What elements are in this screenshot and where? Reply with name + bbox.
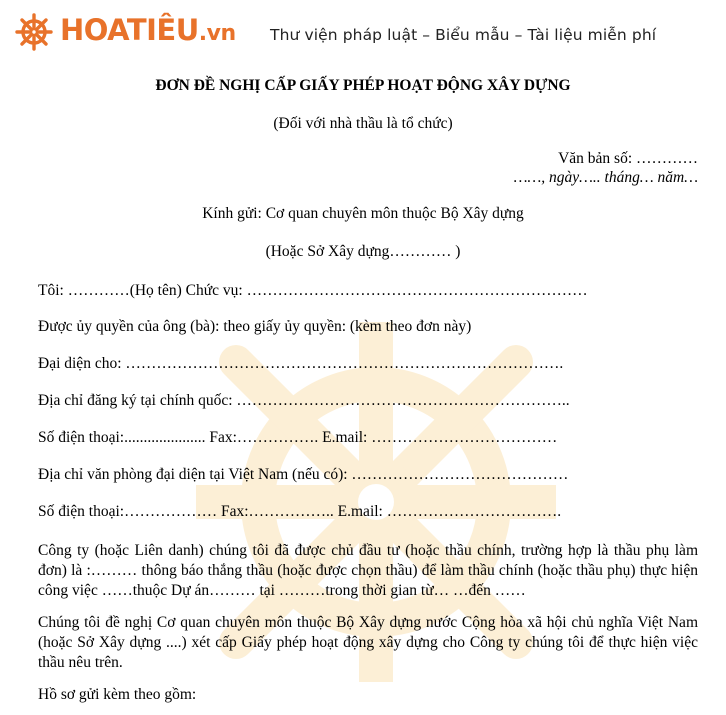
document-subtitle: (Đối với nhà thầu là tổ chức) [273, 115, 453, 132]
logo-text: HOATIÊU.vn [60, 13, 236, 47]
paragraph-company: Công ty (hoặc Liên danh) chúng tôi đã được chủ đầu tư (hoặc thầu chính, trường hợp là thầu phụ làm đơn) là :……… thông báo thắng thầu (hoặc được chọn thầu) để làm thầu chính (hoặc thầu phụ) thực hiện công việc ……thuộc Dự án……… tại ………trong thời gian từ… …đến …… [38, 542, 698, 599]
field-registered-address: Địa chỉ đăng ký tại chính quốc: ……………………………………………………….. [38, 392, 570, 409]
document-title: ĐƠN ĐỀ NGHỊ CẤP GIẤY PHÉP HOẠT ĐỘNG XÂY DỰNG [155, 77, 571, 94]
field-authorized: Được ủy quyền của ông (bà): theo giấy ủy quyền: (kèm theo đơn này) [38, 318, 472, 335]
field-name-position: Tôi: …………(Họ tên) Chức vụ: ………………………………………………………… [38, 282, 588, 299]
recipient: Kính gửi: Cơ quan chuyên môn thuộc Bộ Xây dựng [202, 205, 524, 222]
field-representative: Đại diện cho: …………………………………………………………………………. [38, 355, 564, 372]
field-vietnam-office-address: Địa chỉ văn phòng đại diện tại Việt Nam (nếu có): …………………………………… [38, 466, 569, 483]
document-date: ……, ngày….. tháng… năm… [513, 169, 698, 186]
attachments-heading: Hồ sơ gửi kèm theo gồm: [38, 686, 197, 703]
field-office-phone-fax-email: Số điện thoại:……………… Fax:…………….. E.mail: ……………………………. [38, 503, 562, 520]
recipient-alt: (Hoặc Sở Xây dựng………… ) [265, 243, 461, 260]
site-tagline: Thư viện pháp luật – Biểu mẫu – Tài liệu miễn phí [270, 26, 657, 44]
paragraph-request: Chúng tôi đề nghị Cơ quan chuyên môn thuộc Bộ Xây dựng nước Cộng hòa xã hội chủ nghĩa Việt Nam (hoặc Sở Xây dựng ....) xét cấp Giấy phép hoạt động xây dựng cho Công ty chúng tôi để thực hiện việc thầu nêu trên. [38, 614, 698, 671]
document-number: Văn bản số: ………… [558, 150, 698, 167]
field-phone-fax-email: Số điện thoại:..................... Fax:……………. E.mail: ……………………………… [38, 429, 558, 446]
logo-suffix: .vn [198, 21, 236, 46]
